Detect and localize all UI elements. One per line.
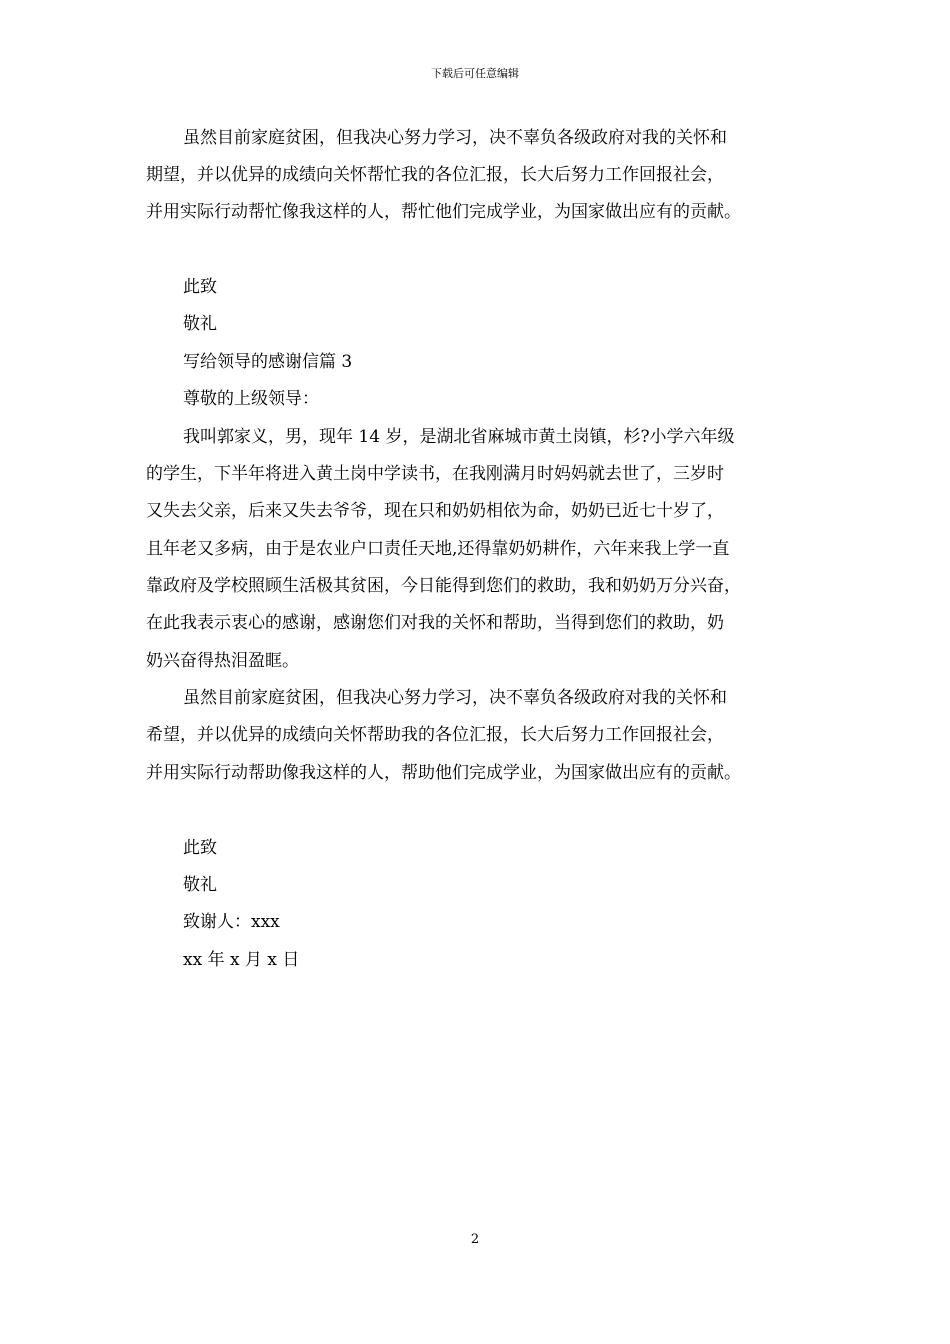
paragraph-line: 希望，并以优异的成绩向关怀帮助我的各位汇报，长大后努力工作回报社会， [146,725,724,745]
paragraph-line: 且年老又多病，由于是农业户口责任天地,还得靠奶奶耕作，六年来我上学一直 [146,539,730,559]
paragraph-line: 我叫郭家义，男，现年 14 岁，是湖北省麻城市黄土岗镇，杉?小学六年级 [183,427,735,447]
paragraph-line: 的学生，下半年将进入黄土岗中学读书，在我刚满月时妈妈就去世了，三岁时 [146,464,724,484]
closing-line: 敬礼 [183,314,217,334]
closing-line: 此致 [183,838,217,858]
paragraph-line: 又失去父亲，后来又失去爷爷，现在只和奶奶相依为命，奶奶已近七十岁了， [146,501,724,521]
paragraph-line: 在此我表示衷心的感谢，感谢您们对我的关怀和帮助，当得到您们的救助，奶 [146,613,724,633]
paragraph-line: 期望，并以优异的成绩向关怀帮忙我的各位汇报，长大后努力工作回报社会， [146,165,724,185]
closing-line: 此致 [183,277,217,297]
paragraph-line: 并用实际行动帮助像我这样的人，帮助他们完成学业，为国家做出应有的贡献。 [146,763,741,783]
paragraph-line: 虽然目前家庭贫困，但我决心努力学习，决不辜负各级政府对我的关怀和 [183,128,727,148]
paragraph-line: 靠政府及学校照顾生活极其贫困，今日能得到您们的救助，我和奶奶万分兴奋， [146,576,741,596]
signature-line: 致谢人：xxx [183,912,280,932]
paragraph-line: 虽然目前家庭贫困，但我决心努力学习，决不辜负各级政府对我的关怀和 [183,688,727,708]
closing-line: 敬礼 [183,875,217,895]
paragraph-line: 并用实际行动帮忙像我这样的人，帮忙他们完成学业，为国家做出应有的贡献。 [146,202,741,222]
section-title: 写给领导的感谢信篇 3 [183,352,353,372]
paragraph-line: 奶兴奋得热泪盈眶。 [146,651,299,671]
salutation: 尊敬的上级领导： [183,389,319,409]
page-number: 2 [470,1232,480,1247]
date-line: xx 年 x 月 x 日 [183,950,300,970]
page-header: 下载后可任意编辑 [431,67,519,80]
